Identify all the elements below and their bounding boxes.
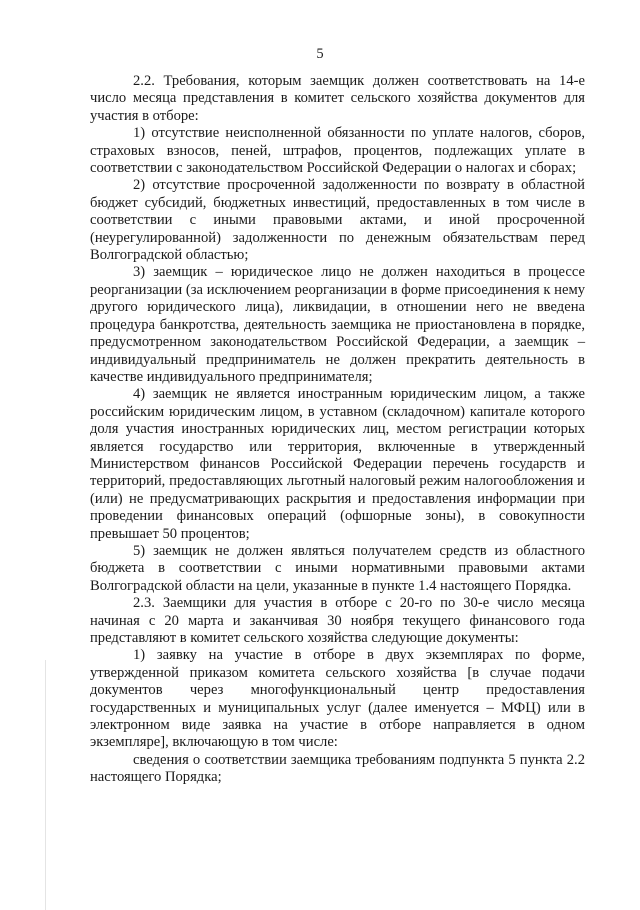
paragraph-2-3-heading: 2.3. Заемщики для участия в отборе с 20-го по 30-е число месяца начиная с 20 марта и заканчивая 30 ноября текущего финансового года представляют в комитет сельского хозяйства следующие документы: [90,595,585,646]
page-number: 5 [316,46,324,62]
paragraph-2-2-item-2: 2) отсутствие просроченной задолженности по возврату в областной бюджет субсидий, бюджетных инвестиций, предоставленных в том числе в соответствии с иными правовыми актами, и иной просроченной (неурегулированной) задолженности по денежным обязательствам перед Волгоградской областью; [90,177,585,264]
paragraph-2-2-item-3: 3) заемщик – юридическое лицо не должен находиться в процессе реорганизации (за исключением реорганизации в форме присоединения к нему другого юридического лица), ликвидации, в отношении него не введена процедура банкротства, деятельность заемщика не приостановлена в порядке, предусмотренном законодательством Российской Федерации, а заемщик – индивидуальный предприниматель не должен прекратить деятельность в качестве индивидуального предпринимателя; [90,264,585,385]
paragraph-2-2-item-4: 4) заемщик не является иностранным юридическим лицом, а также российским юридическим лицом, в уставном (складочном) капитале которого доля участия иностранных юридических лиц, местом регистрации которых является государство или территория, включенные в утвержденный Министерством финансов Российской Федерации перечень государств и территорий, предоставляющих льготный налоговый режим налогообложения и (или) не предусматривающих раскрытия и предоставления информации при проведении финансовых операций (офшорные зоны), в совокупности превышает 50 процентов; [90,386,585,542]
document-body [90,73,585,787]
paragraph-2-2-item-5: 5) заемщик не должен являться получателем средств из областного бюджета в соответствии с иными нормативными правовыми актами Волгоградской области на цели, указанные в пункте 1.4 настоящего Порядка. [90,542,585,594]
paragraph-2-2-item-1: 1) отсутствие неисполненной обязанности по уплате налогов, сборов, страховых взносов, пеней, штрафов, процентов, подлежащих уплате в соответствии с законодательством Российской Федерации о налогах и сборах; [90,125,585,177]
scan-margin-line [45,660,46,910]
paragraph-2-3-item-1: 1) заявку на участие в отборе в двух экземплярах по форме, утвержденной приказом комитета сельского хозяйства [в случае подачи документов через многофункциональный центр предоставления государственных и муниципальных услуг (далее именуется – МФЦ) или в электронном виде заявка на участие в отборе направляется в одном экземпляре], включающую в том числе: [90,647,585,751]
paragraph-2-3-subitem: сведения о соответствии заемщика требованиям подпункта 5 пункта 2.2 настоящего Порядка; [90,751,585,786]
paragraph-2-2-heading: 2.2. Требования, которым заемщик должен соответствовать на 14-е число месяца представления в комитет сельского хозяйства документов для участия в отборе: [90,73,585,124]
